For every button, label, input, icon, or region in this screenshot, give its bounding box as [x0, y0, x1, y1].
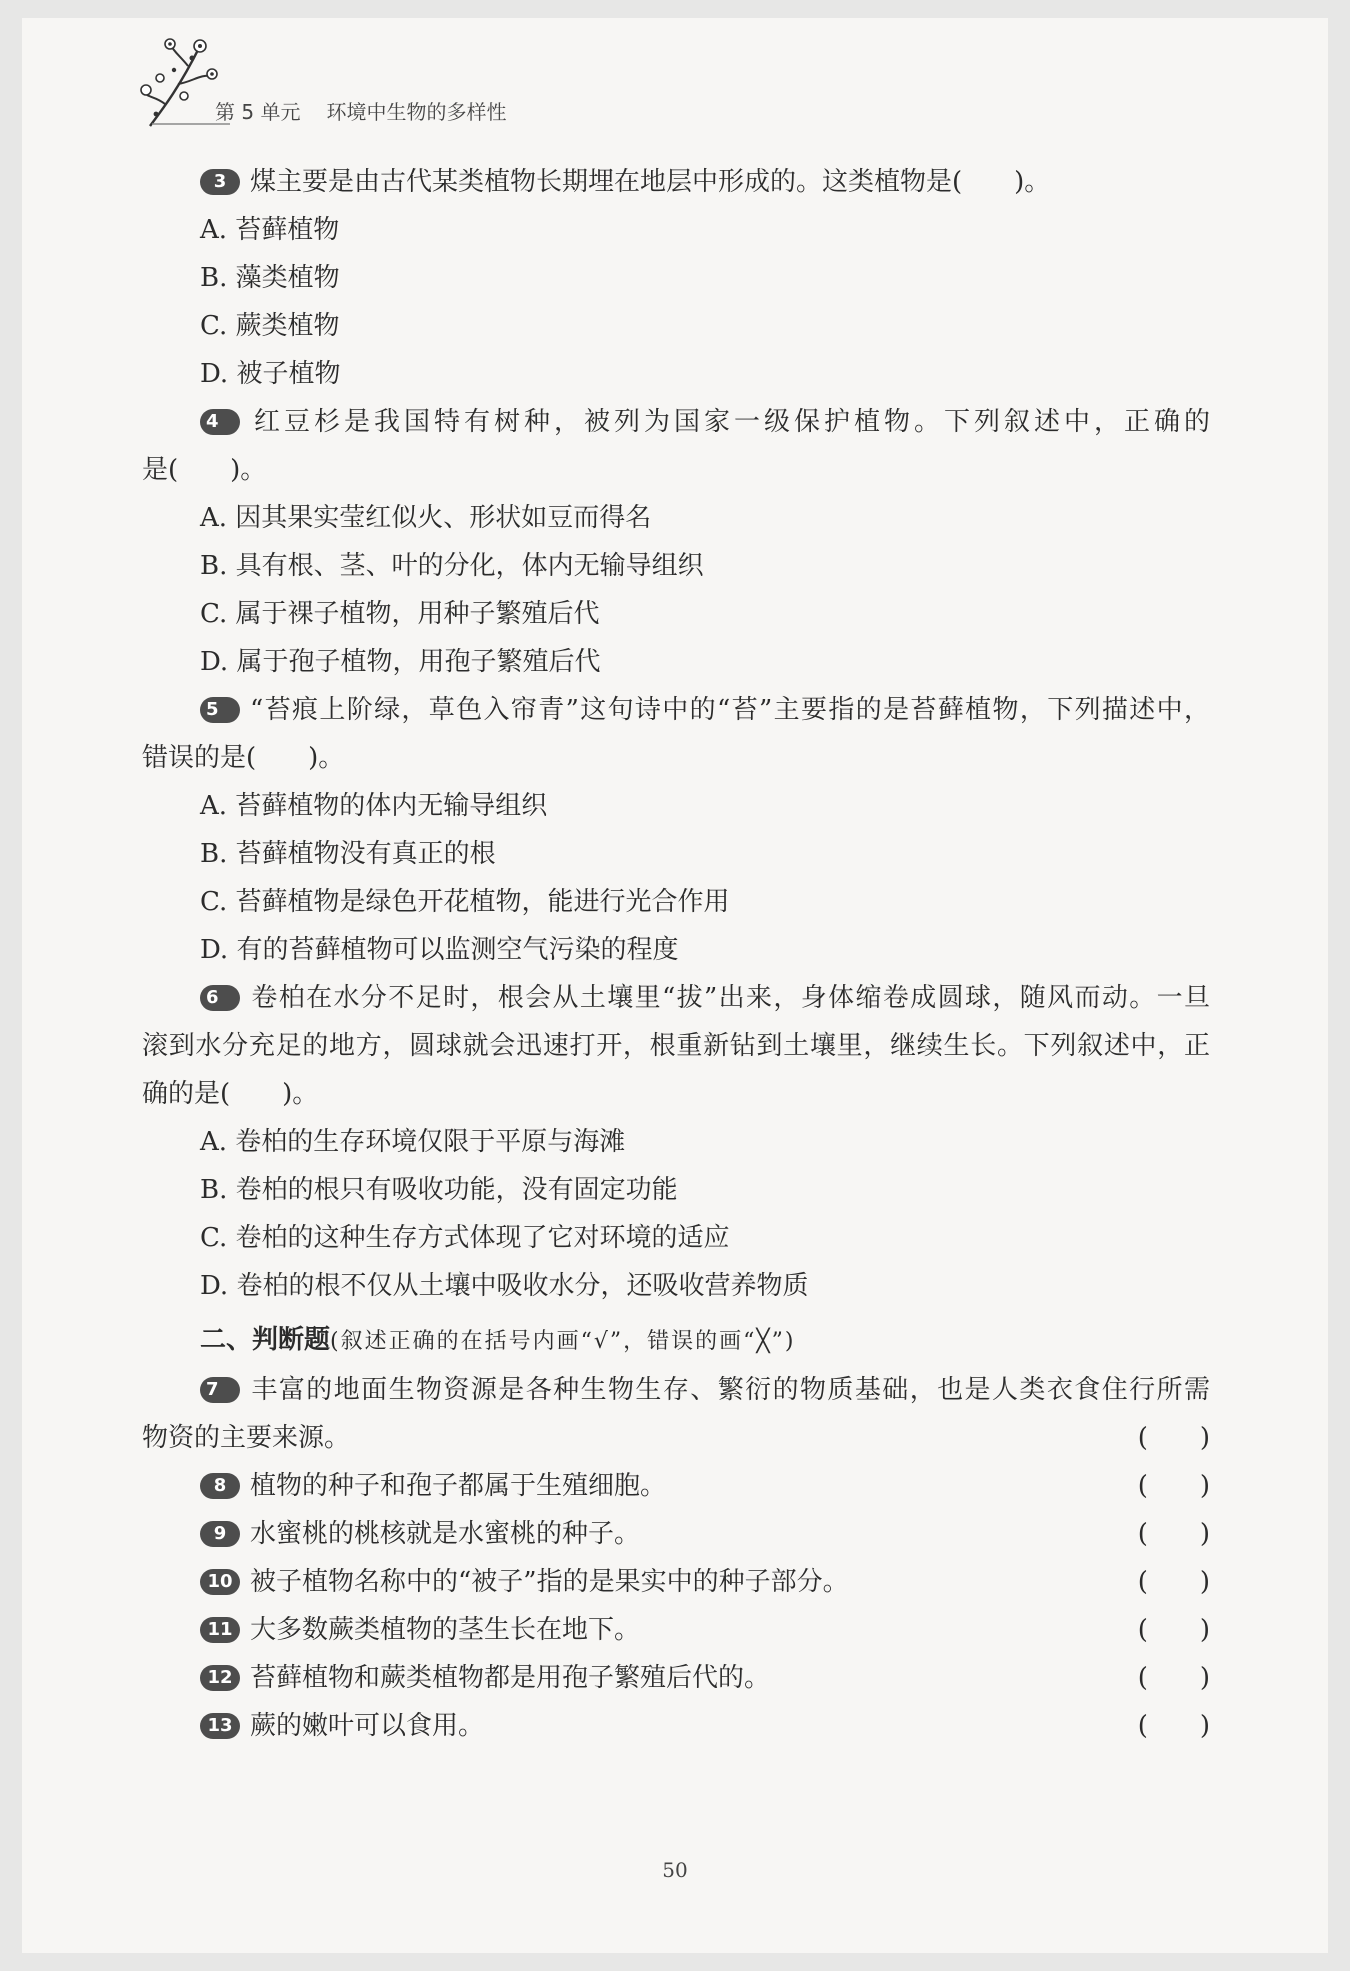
choice-question — [142, 686, 1210, 974]
answer-option — [142, 1118, 1210, 1166]
answer-option — [142, 254, 1210, 302]
judgment-question — [142, 1558, 1210, 1606]
option-text: D. 属于孢子植物，用孢子繁殖后代 — [200, 647, 601, 677]
question-stem — [142, 686, 1210, 734]
judgment-question — [142, 1462, 1210, 1510]
question-stem — [142, 1702, 1210, 1750]
answer-option — [142, 830, 1210, 878]
question-text: 丰富的地面生物资源是各种生物生存、繁衍的物质基础，也是人类衣食住行所需 — [250, 1375, 1210, 1405]
option-text: B. 苔藓植物没有真正的根 — [200, 839, 496, 869]
choice-question — [142, 398, 1210, 686]
question-text: “苔痕上阶绿，草色入帘青”这句诗中的“苔”主要指的是苔藓植物，下列描述中， — [250, 695, 1210, 725]
option-text: C. 卷柏的这种生存方式体现了它对环境的适应 — [200, 1223, 730, 1253]
option-text: B. 具有根、茎、叶的分化，体内无输导组织 — [200, 551, 704, 581]
answer-option — [142, 350, 1210, 398]
question-text: 被子植物名称中的“被子”指的是果实中的种子部分。 — [250, 1567, 849, 1597]
header-title — [215, 96, 506, 125]
option-text: C. 苔藓植物是绿色开花植物，能进行光合作用 — [200, 887, 730, 917]
option-text: D. 被子植物 — [200, 359, 341, 389]
section-heading — [142, 1310, 1210, 1366]
unit-title: 环境中生物的多样性 — [326, 100, 507, 124]
judgment-question — [142, 1366, 1210, 1462]
question-number-badge: 10 — [200, 1569, 240, 1595]
judgment-question — [142, 1654, 1210, 1702]
option-text: C. 属于裸子植物，用种子繁殖后代 — [200, 599, 600, 629]
answer-option — [142, 782, 1210, 830]
question-number-badge: 9 — [200, 1521, 240, 1547]
answer-option — [142, 878, 1210, 926]
page-number: 50 — [662, 1858, 688, 1882]
question-number-badge: 3 — [200, 169, 240, 195]
question-text: 红豆杉是我国特有树种，被列为国家一级保护植物。下列叙述中，正确的 — [250, 407, 1210, 437]
section-title: 二、判断题 — [200, 1325, 331, 1355]
question-text: 大多数蕨类植物的茎生长在地下。 — [250, 1615, 641, 1645]
question-stem — [142, 1462, 1210, 1510]
question-text: 错误的是( )。 — [142, 743, 345, 773]
answer-option — [142, 638, 1210, 686]
question-stem — [142, 1366, 1210, 1414]
question-text: 水蜜桃的桃核就是水蜜桃的种子。 — [250, 1519, 641, 1549]
answer-option — [142, 494, 1210, 542]
option-text: A. 卷柏的生存环境仅限于平原与海滩 — [200, 1127, 626, 1157]
option-text: B. 卷柏的根只有吸收功能，没有固定功能 — [200, 1175, 678, 1205]
question-stem — [142, 1558, 1210, 1606]
question-text: 蕨的嫩叶可以食用。 — [250, 1711, 485, 1741]
option-text: A. 苔藓植物 — [200, 215, 340, 245]
page-header — [140, 26, 660, 136]
question-number-badge: 11 — [200, 1617, 240, 1643]
question-number-badge: 6 — [200, 985, 240, 1011]
question-stem — [142, 1606, 1210, 1654]
question-number-badge: 7 — [200, 1377, 240, 1403]
choice-question — [142, 158, 1210, 398]
answer-option — [142, 926, 1210, 974]
exercise-content — [142, 158, 1210, 1750]
answer-option — [142, 206, 1210, 254]
answer-option — [142, 590, 1210, 638]
question-stem-continued — [142, 1070, 1210, 1118]
answer-option — [142, 302, 1210, 350]
question-text: 是( )。 — [142, 455, 267, 485]
question-text: 植物的种子和孢子都属于生殖细胞。 — [250, 1471, 667, 1501]
judgment-question — [142, 1606, 1210, 1654]
option-text: C. 蕨类植物 — [200, 311, 340, 341]
answer-bracket: ( ) — [1137, 1615, 1210, 1645]
question-stem-continued — [142, 446, 1210, 494]
question-text: 滚到水分充足的地方，圆球就会迅速打开，根重新钻到土壤里，继续生长。下列叙述中，正 — [142, 1031, 1210, 1061]
question-text: 苔藓植物和蕨类植物都是用孢子繁殖后代的。 — [250, 1663, 771, 1693]
question-stem — [142, 1510, 1210, 1558]
section-instructions: (叙述正确的在括号内画“√”，错误的画“╳”) — [330, 1329, 796, 1354]
option-text: D. 有的苔藓植物可以监测空气污染的程度 — [200, 935, 679, 965]
question-text: 确的是( )。 — [142, 1079, 319, 1109]
choice-question — [142, 974, 1210, 1310]
question-stem — [142, 1654, 1210, 1702]
answer-option — [142, 1166, 1210, 1214]
question-number-badge: 4 — [200, 409, 240, 435]
question-number-badge: 8 — [200, 1473, 240, 1499]
answer-bracket: ( ) — [1137, 1567, 1210, 1597]
option-text: A. 因其果实莹红似火、形状如豆而得名 — [200, 503, 652, 533]
answer-option — [142, 1214, 1210, 1262]
question-number-badge: 5 — [200, 697, 240, 723]
option-text: D. 卷柏的根不仅从土壤中吸收水分，还吸收营养物质 — [200, 1271, 809, 1301]
option-text: A. 苔藓植物的体内无输导组织 — [200, 791, 548, 821]
answer-bracket: ( ) — [1137, 1663, 1210, 1693]
answer-bracket: ( ) — [1137, 1711, 1210, 1741]
question-stem — [142, 398, 1210, 446]
judgment-question — [142, 1702, 1210, 1750]
judgment-question — [142, 1510, 1210, 1558]
option-text: B. 藻类植物 — [200, 263, 340, 293]
question-text: 物资的主要来源。 — [142, 1423, 351, 1453]
question-stem-continued — [142, 734, 1210, 782]
answer-bracket: ( ) — [1137, 1519, 1210, 1549]
answer-option — [142, 542, 1210, 590]
question-text: 煤主要是由古代某类植物长期埋在地层中形成的。这类植物是( )。 — [250, 167, 1051, 197]
question-stem — [142, 974, 1210, 1022]
question-number-badge: 13 — [200, 1713, 240, 1739]
question-number-badge: 12 — [200, 1665, 240, 1691]
answer-bracket: ( ) — [1137, 1471, 1210, 1501]
unit-label: 第 5 单元 — [215, 100, 301, 124]
question-stem-continued — [142, 1414, 1210, 1462]
question-stem — [142, 158, 1210, 206]
question-stem-continued — [142, 1022, 1210, 1070]
answer-option — [142, 1262, 1210, 1310]
answer-bracket: ( ) — [1137, 1423, 1210, 1453]
question-text: 卷柏在水分不足时，根会从土壤里“拔”出来，身体缩卷成圆球，随风而动。一旦 — [250, 983, 1210, 1013]
